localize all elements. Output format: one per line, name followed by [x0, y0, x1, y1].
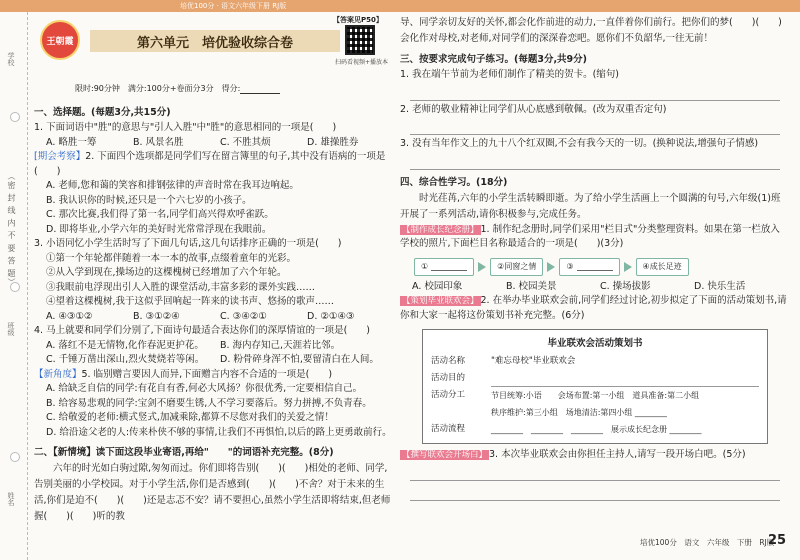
answer-line[interactable] — [410, 117, 780, 135]
option-a[interactable]: A. 老师,您和蔼的笑容和排钢弦律的声音时常在我耳边响起。 — [46, 180, 299, 191]
page-title: 第六单元 培优验收综合卷 — [90, 30, 340, 52]
rewrite-1: 1. 我在端午节前为老师们制作了精美的贺卡。(缩句) — [400, 69, 619, 80]
option-d[interactable]: D. 快乐生活 — [694, 280, 746, 292]
binding-hole-icon — [10, 452, 20, 462]
answer-line[interactable] — [410, 83, 780, 101]
flow-step-1[interactable]: ① — [414, 258, 474, 276]
rewrite-2: 2. 老师的敬业精神让同学们从心底感到敬佩。(改为双重否定句) — [400, 103, 667, 115]
option-c[interactable]: C. 不胜其烦 — [220, 136, 271, 148]
rewrite-3: 3. 没有当年作文上的九十八个红双圈,不会有我今天的一切。(换种说法,增强句子情感) — [400, 138, 759, 149]
sentence-item: ①第一个年轮都伴随着一本一本的故事,点缀着童年的光彩。 — [46, 252, 297, 264]
qr-caption: 扫码看视频+播放本 — [335, 59, 389, 66]
option-b[interactable]: B. 风景名胜 — [133, 136, 184, 148]
brand-logo: 王朝霞 — [40, 20, 80, 60]
question-4-options-row1 — [34, 339, 394, 354]
question-1: 1. 下面词语中"胜"的意思与"引人入胜"中"胜"的意思相同的一项是( ) — [34, 122, 337, 133]
option-d[interactable]: D. 即将毕业,小学六年的美好时光常常浮现在我眼前。 — [46, 223, 272, 235]
seal-line-notice: （密 封 线 内 不 要 答 题） — [7, 172, 16, 287]
sentence-item: ②从入学到现在,操场边的这棵槐树已经增加了六个年轮。 — [46, 267, 287, 278]
option-a[interactable]: A. 给缺乏自信的同学:有花自有香,何必大风扬？你很优秀,一定要相信自己。 — [46, 383, 363, 394]
plan-name: "难忘母校"毕业联欢会 — [491, 356, 576, 366]
plan-goal-blank[interactable] — [491, 370, 759, 387]
option-d[interactable]: D. 给沿途父老的人:传来朴侠不够的事情,让我们不再惧怕,以后的路上更勇敢前行。 — [46, 426, 392, 438]
column-flow — [414, 258, 788, 276]
answer-line[interactable] — [410, 152, 780, 170]
option-d[interactable]: D. 雄操胜券 — [307, 136, 359, 148]
question-3: 3. 小语同忆小学生活时写了下面几句话,这几句话排序正确的一项是( ) — [34, 238, 342, 249]
option-b[interactable]: B. 校园美景 — [506, 280, 557, 292]
question-4: 4. 马上就要和同学们分别了,下面诗句最适合表达你们的深厚情谊的一项是( ) — [34, 325, 371, 336]
farewell-passage[interactable]: 六年的时光如白驹过隙,匆匆而过。你们即将告别( )( )相处的老师、同学,告别美丽的小学校园。对于小学生活,你们是否感到( )( )不舍？对于未来的生活,你们是迫不( )( )还是志忑不安？请不要担心,虽然小学生活即将结束,但老师握( )( )听的教 — [34, 463, 391, 522]
banner-slogan: 培优100分 · 语文六年级下册 RJ版 — [180, 2, 287, 10]
top-banner — [0, 0, 800, 12]
question-2: [期会考察】2. 下面四个选项都是同学们写在留言簿里的句子,其中没有语病的一项是( ) — [34, 151, 386, 177]
option-c[interactable]: C. 给敬爱的老师:横式竖式,加减乘除,都算不尽您对我们的关爱之情！ — [46, 412, 334, 423]
option-b[interactable]: B. 给容易悲观的同学:宝剑不磨要生锈,人不学习要落后。努力拼搏,不负青春。 — [46, 397, 372, 409]
task-3-tag: 【撰写联欢会开场白】 — [402, 450, 488, 460]
option-a[interactable]: A. 落红不是无情物,化作春泥更护花。 — [46, 339, 204, 351]
option-b[interactable]: B. 我认识你的时候,还只是一个六七岁的小孩子。 — [46, 194, 252, 206]
school-field-label: 学校 — [7, 52, 15, 66]
class-field-label: 班级 — [7, 322, 15, 336]
section-sentence-heading: 三、按要求完成句子练习。(每题3分,共9分) — [400, 54, 588, 65]
plan-flow[interactable]: ________ ________ ________ 展示成长纪念册 ________ — [491, 425, 702, 434]
option-c[interactable]: C. 操场拔影 — [600, 280, 651, 292]
answer-line[interactable] — [410, 483, 780, 501]
section-comprehensive-heading: 四、综合性学习。(18分) — [400, 176, 508, 188]
plan-division: 节目统筹:小语 会场布置:第一小组 道具准备:第二小组 — [491, 391, 700, 400]
option-a[interactable]: A. 校园印象 — [412, 280, 463, 292]
activity-intro: 时光荏苒,六年的小学生活转瞬即逝。为了给小学生活画上一个圆满的句号,六年级(1)班开展了一系列活动,请你积极参与,完成任务。 — [400, 192, 781, 220]
arrow-right-icon — [547, 262, 555, 272]
task-3: 【撰写联欢会开场白】 3. 本次毕业联欢会由你担任主持人,请写一段开场白吧。(5分) — [402, 449, 746, 460]
option-a[interactable]: A. 略胜一筹 — [46, 136, 97, 148]
question-1-options — [34, 136, 394, 151]
option-b[interactable]: B. 海内存知己,天涯若比邻。 — [220, 339, 341, 351]
name-field-label: 姓名 — [7, 492, 15, 506]
option-a[interactable]: A. ④③①② — [46, 310, 93, 322]
option-b[interactable]: B. ③①②④ — [133, 310, 180, 322]
task-2: 【策划毕业联欢会】 2. 在举办毕业联欢会前,同学们经过讨论,初步拟定了下面的活动策划书,请你和大家一起将这份策划书补充完整。(6分) — [400, 295, 787, 321]
right-column — [400, 15, 788, 503]
arrow-right-icon — [478, 262, 486, 272]
option-c[interactable]: C. ③④②① — [220, 310, 267, 322]
section-choice-heading: 一、选择题。(每题3分,共15分) — [34, 107, 171, 118]
book-footer: 培优100分 语文 六年级 下册 RJ版 — [640, 538, 775, 547]
task-2-tag: 【策划毕业联欢会】 — [402, 296, 479, 306]
sentence-item: ③我眼前电浮现出引人入胜的课堂活动,丰富多彩的课外实践…… — [46, 281, 316, 293]
qr-code-icon[interactable] — [345, 25, 375, 55]
binding-hole-icon — [10, 112, 20, 122]
farewell-passage-cont[interactable]: 导、同学亲切友好的关怀,都会化作前进的动力,一直伴着你们前行。把你们的梦( )( )会化作对母校,对老师,对同学们的深深眷恋吧。愿你们不负韶华,一往无前！ — [400, 17, 782, 44]
score-blank[interactable] — [240, 85, 280, 94]
page-number: 25 — [768, 533, 787, 548]
answer-line[interactable] — [410, 463, 780, 481]
left-column — [34, 100, 394, 525]
question-3-options — [34, 310, 394, 325]
task-1: 【制作成长纪念册】 1. 制作纪念册时,同学们采用"栏目式"分类整理资料。如果在第一栏放入学校的照片,下面栏目名称最适合的一项是( )(3分) — [400, 223, 780, 249]
question-5: 【新角度】5. 临别赠言要因人而异,下面赠言内容不合适的一项是( ) — [34, 368, 333, 380]
plan-division-2[interactable]: 秩序维护:第三小组 场地清洁:第四小组 ________ — [491, 408, 667, 417]
flow-step-3[interactable]: ③ — [559, 258, 619, 276]
task-1-tag: 【制作成长纪念册】 — [402, 224, 479, 235]
activity-plan: 毕业联欢会活动策划书 活动名称 "难忘母校"毕业联欢会 活动目的 活动分工 节目统筹:小语 会场布置:第一小组 道具准备:第二小组 秩序维护:第三小组 场地清洁:第四小组 ________ 活动流程 ________ ________ ________ 展示成长纪念册 ________ — [422, 329, 768, 444]
option-d[interactable]: D. ②①④③ — [307, 310, 355, 322]
option-c[interactable]: C. 千锤万凿出深山,烈火焚烧若等闲。 — [46, 354, 205, 365]
section-fill-heading: 二、【新情境】读下面这段毕业寄语,再给" "的词语补充完整。(8分) — [34, 447, 334, 458]
binding-margin — [0, 12, 28, 560]
answer-reference: 【答案见P50】 — [333, 16, 383, 24]
exam-meta: 限时:90分钟 满分:100分+卷面分3分 得分: — [75, 83, 280, 94]
plan-title: 毕业联欢会活动策划书 — [547, 338, 643, 349]
flow-step-4: ④成长足迹 — [636, 258, 689, 276]
question-4-options-row2 — [34, 353, 394, 368]
task-1-options — [400, 280, 788, 295]
option-c[interactable]: C. 那次比赛,我们得了第一名,同学们高兴得欢呼雀跃。 — [46, 209, 274, 220]
flow-step-2: ②同窗之情 — [490, 258, 543, 276]
arrow-right-icon — [624, 262, 632, 272]
sentence-item: ④望着这棵槐树,我于这似乎回响起一阵来的读书声、悠扬的歌声…… — [46, 296, 335, 307]
option-d[interactable]: D. 粉骨碎身浑不怕,要留清白在人间。 — [220, 354, 379, 365]
